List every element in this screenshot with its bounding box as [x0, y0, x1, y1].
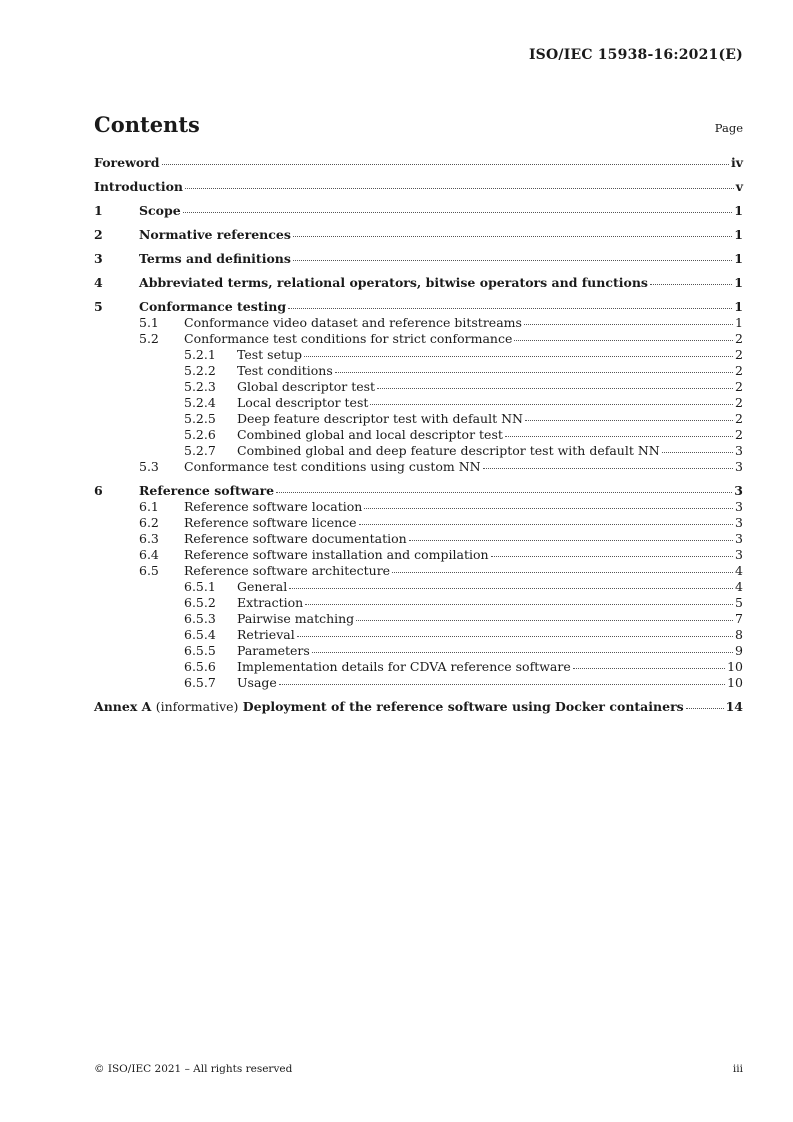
- toc-entry-title: [94, 698, 684, 715]
- toc-entry-page: iv: [730, 155, 743, 170]
- toc-entry[interactable]: [94, 411, 743, 427]
- toc-entry[interactable]: [94, 178, 743, 195]
- toc-entry-page: 2: [735, 427, 743, 442]
- toc-entry-number: 6.5.1: [184, 579, 216, 594]
- dot-leader: [483, 459, 733, 469]
- toc-entry-number: 2: [94, 227, 103, 242]
- dot-leader: [524, 315, 733, 325]
- dot-leader: [276, 483, 732, 493]
- dot-leader: [289, 579, 733, 589]
- toc-entry-title: Pairwise matching: [237, 611, 355, 626]
- dot-leader: [409, 531, 733, 541]
- toc-entry-title: Conformance test conditions for strict conformance: [184, 331, 513, 346]
- toc-entry[interactable]: [94, 395, 743, 411]
- page-footer: [94, 1063, 743, 1075]
- dot-leader: [335, 363, 733, 373]
- dot-leader: [686, 699, 724, 709]
- toc-entry-annex-a[interactable]: [94, 698, 743, 715]
- toc-entry-page: 3: [734, 483, 743, 498]
- toc-entry-page: 3: [735, 515, 743, 530]
- toc-entry[interactable]: [94, 627, 743, 643]
- toc-entry-title: Scope: [139, 203, 181, 218]
- toc-entry-title: Conformance video dataset and reference bitstreams: [184, 315, 522, 330]
- dot-leader: [279, 675, 725, 685]
- annex-label: Annex A: [94, 699, 152, 714]
- toc-entry-title: Local descriptor test: [237, 395, 369, 410]
- toc-entry-title: Introduction: [94, 179, 184, 194]
- dot-leader: [377, 379, 733, 389]
- dot-leader: [505, 427, 733, 437]
- toc-entry-number: 6.5: [139, 563, 159, 578]
- annex-qualifier: (informative): [155, 699, 239, 714]
- toc-entry-page: 2: [735, 331, 743, 346]
- toc-entry-page: 1: [735, 315, 743, 330]
- toc-entry[interactable]: [94, 659, 743, 675]
- dot-leader: [305, 595, 733, 605]
- dot-leader: [288, 299, 732, 309]
- toc-entry-number: 6.5.7: [184, 675, 216, 690]
- toc-entry-page: 10: [727, 659, 743, 674]
- toc-entry-number: 5.2.4: [184, 395, 216, 410]
- dot-leader: [297, 627, 733, 637]
- toc-entry-page: 3: [735, 547, 743, 562]
- toc-entry-title: Abbreviated terms, relational operators, bitwise operators and functions: [139, 275, 648, 290]
- toc-entry-number: 6.5.2: [184, 595, 216, 610]
- toc-entry-title: Reference software installation and compilation: [184, 547, 489, 562]
- toc-entry[interactable]: [94, 547, 743, 563]
- dot-leader: [662, 443, 733, 453]
- toc-entry[interactable]: [94, 675, 743, 691]
- toc-entry-page: 4: [735, 563, 743, 578]
- dot-leader: [356, 611, 733, 621]
- toc-entry-title: Reference software: [139, 483, 275, 498]
- dot-leader: [293, 251, 732, 261]
- toc-entry-number: 6.5.4: [184, 627, 216, 642]
- toc-entry-title: Foreword: [94, 155, 160, 170]
- toc-entry-number: 5.2.1: [184, 347, 216, 362]
- toc-entry-page: 1: [734, 227, 743, 242]
- toc-entry-page: 10: [727, 675, 743, 690]
- dot-leader: [293, 227, 732, 237]
- toc-entry-number: 6.2: [139, 515, 159, 530]
- toc-entry-page: 5: [735, 595, 743, 610]
- toc-entry-page: 3: [735, 443, 743, 458]
- toc-entry-page: 1: [734, 251, 743, 266]
- dot-leader: [162, 155, 729, 165]
- dot-leader: [183, 203, 733, 213]
- toc-entry-title: Reference software documentation: [184, 531, 407, 546]
- toc-entry[interactable]: [94, 347, 743, 363]
- toc-entry-page: 1: [734, 299, 743, 314]
- toc-entry-title: Reference software architecture: [184, 563, 391, 578]
- toc-entry-page: 9: [735, 643, 743, 658]
- toc-entry[interactable]: [94, 443, 743, 459]
- toc-entry-number: 5.2.6: [184, 427, 216, 442]
- toc-entry[interactable]: [94, 427, 743, 443]
- toc-entry-page: 3: [735, 531, 743, 546]
- dot-leader: [650, 275, 732, 285]
- toc-entry[interactable]: [94, 611, 743, 627]
- toc-entry[interactable]: [94, 298, 743, 315]
- toc-entry-number: 4: [94, 275, 103, 290]
- toc-entry-title: Reference software licence: [184, 515, 357, 530]
- toc-entry-page: 1: [734, 203, 743, 218]
- toc-entry[interactable]: [94, 595, 743, 611]
- toc-entry-number: 5.2.3: [184, 379, 216, 394]
- toc-entry[interactable]: [94, 250, 743, 267]
- toc-entry-number: 6.1: [139, 499, 159, 514]
- toc-entry[interactable]: [94, 315, 743, 331]
- toc-entry-title: Implementation details for CDVA reference software: [237, 659, 571, 674]
- contents-title: Contents: [94, 112, 200, 137]
- dot-leader: [370, 395, 733, 405]
- toc-entry[interactable]: [94, 154, 743, 171]
- dot-leader: [304, 347, 733, 357]
- copyright-notice: © ISO/IEC 2021 – All rights reserved: [94, 1063, 293, 1075]
- toc-entry-title: Global descriptor test: [237, 379, 376, 394]
- annex-title: Deployment of the reference software using Docker containers: [242, 699, 684, 714]
- toc-entry[interactable]: [94, 202, 743, 219]
- toc-entry-title: Terms and definitions: [139, 251, 291, 266]
- page-column-label: Page: [714, 121, 743, 135]
- toc-entry-page: 4: [735, 579, 743, 594]
- toc-entry-number: 6.3: [139, 531, 159, 546]
- toc-entry-title: Test setup: [237, 347, 303, 362]
- toc-entry[interactable]: [94, 226, 743, 243]
- toc-entry[interactable]: [94, 459, 743, 475]
- toc-entry-page: 8: [735, 627, 743, 642]
- toc-entry-page: v: [735, 179, 743, 194]
- toc-entry-title: Parameters: [237, 643, 310, 658]
- toc-entry[interactable]: [94, 274, 743, 291]
- toc-entry-page: 14: [725, 699, 743, 714]
- toc-entry-number: 6.5.3: [184, 611, 216, 626]
- dot-leader: [359, 515, 733, 525]
- toc-entry-title: Reference software location: [184, 499, 363, 514]
- toc-entry[interactable]: [94, 563, 743, 579]
- toc-entry-number: 5.2.7: [184, 443, 216, 458]
- toc-entry-number: 6.4: [139, 547, 159, 562]
- toc-entry-title: Deep feature descriptor test with default NN: [237, 411, 523, 426]
- toc-entry[interactable]: [94, 515, 743, 531]
- toc-entry-number: 5.2: [139, 331, 159, 346]
- toc-entry-number: 6.5.6: [184, 659, 216, 674]
- toc-entry-title: Conformance test conditions using custom NN: [184, 459, 481, 474]
- table-of-contents: [94, 154, 743, 715]
- toc-entry-title: Test conditions: [237, 363, 333, 378]
- toc-entry-page: 3: [735, 499, 743, 514]
- contents-header: [94, 112, 743, 137]
- dot-leader: [392, 563, 733, 573]
- toc-entry-number: 5.1: [139, 315, 159, 330]
- toc-entry-title: Combined global and deep feature descriptor test with default NN: [237, 443, 660, 458]
- toc-entry-number: 6.5.5: [184, 643, 216, 658]
- toc-entry[interactable]: [94, 499, 743, 515]
- dot-leader: [364, 499, 733, 509]
- toc-entry[interactable]: [94, 331, 743, 347]
- toc-entry-page: 2: [735, 411, 743, 426]
- toc-entry-title: Combined global and local descriptor test: [237, 427, 503, 442]
- toc-entry-number: 5.2.5: [184, 411, 216, 426]
- toc-entry-page: 3: [735, 459, 743, 474]
- dot-leader: [185, 179, 734, 189]
- toc-entry[interactable]: [94, 531, 743, 547]
- toc-entry-page: 2: [735, 379, 743, 394]
- dot-leader: [525, 411, 733, 421]
- toc-entry-title: Usage: [237, 675, 277, 690]
- toc-entry[interactable]: [94, 579, 743, 595]
- toc-entry-number: 1: [94, 203, 103, 218]
- toc-entry-page: 2: [735, 347, 743, 362]
- toc-entry-number: 3: [94, 251, 103, 266]
- toc-entry-page: 2: [735, 395, 743, 410]
- toc-entry-page: 7: [735, 611, 743, 626]
- toc-entry-number: 5: [94, 299, 103, 314]
- toc-entry-page: 2: [735, 363, 743, 378]
- toc-entry[interactable]: [94, 379, 743, 395]
- document-id: ISO/IEC 15938-16:2021(E): [528, 47, 743, 63]
- toc-entry-number: 5.3: [139, 459, 159, 474]
- toc-entry[interactable]: [94, 482, 743, 499]
- toc-entry-number: 5.2.2: [184, 363, 216, 378]
- toc-entry-number: 6: [94, 483, 103, 498]
- toc-entry-page: 1: [734, 275, 743, 290]
- dot-leader: [491, 547, 733, 557]
- dot-leader: [514, 331, 733, 341]
- dot-leader: [573, 659, 725, 669]
- toc-entry-title: Conformance testing: [139, 299, 287, 314]
- toc-entry-title: Normative references: [139, 227, 291, 242]
- dot-leader: [312, 643, 733, 653]
- toc-entry-title: Retrieval: [237, 627, 295, 642]
- page-number: iii: [732, 1063, 743, 1075]
- toc-entry-title: General: [237, 579, 288, 594]
- toc-entry[interactable]: [94, 643, 743, 659]
- toc-entry-title: Extraction: [237, 595, 304, 610]
- toc-entry[interactable]: [94, 363, 743, 379]
